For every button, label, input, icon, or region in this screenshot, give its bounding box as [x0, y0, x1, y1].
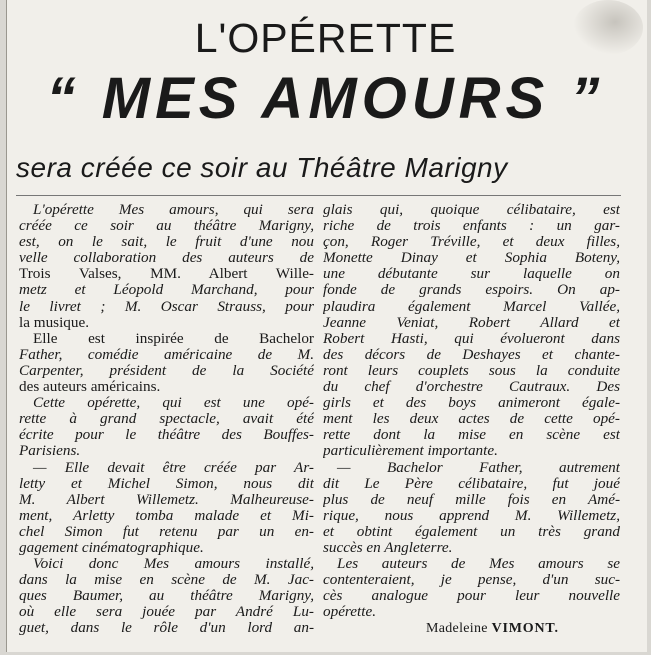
- text-line: est, on le sait, le fruit d'une nou: [19, 234, 314, 251]
- text-line: plus de neuf mille fois en Amé-: [323, 491, 620, 508]
- text-line: du chef d'orchestre Cautraux. Des: [323, 379, 620, 396]
- text-line: ques Baumer, au théâtre Marigny,: [19, 588, 314, 605]
- text-line: — Elle devait être créée par Ar-: [33, 459, 314, 476]
- text-line: la musique.: [19, 314, 90, 331]
- article-column-right: [323, 202, 620, 620]
- text-line: rette dont la mise en scène est: [323, 427, 620, 444]
- text-line: des décors de Deshayes et chante-: [323, 346, 620, 363]
- text-line: chel Simon fut retenu par un en-: [19, 523, 314, 540]
- text-line: plaudira également Marcel Vallée,: [323, 298, 620, 315]
- text-line: çon, Roger Tréville, et deux filles,: [323, 234, 620, 251]
- text-line: dans la mise en scène de M. Jac-: [19, 572, 314, 589]
- text-line: cès analogue pour leur nouvelle: [323, 588, 620, 605]
- text-line: succès en Angleterre.: [323, 539, 453, 556]
- text-line: guet, dans le rôle d'un lord an-: [19, 620, 314, 637]
- article-headline: “ MES AMOURS ”: [46, 66, 605, 131]
- text-line: Carpenter, président de la Société: [19, 362, 314, 379]
- text-line: Cette opérette, qui est une opé-: [33, 395, 314, 412]
- text-line: — Bachelor Father, autrement: [337, 459, 620, 476]
- text-line: M. Albert Willemetz. Malheureuse-: [19, 491, 314, 508]
- author-first-name: Madeleine: [426, 621, 488, 636]
- text-line: créée ce soir au théâtre Marigny,: [19, 218, 314, 235]
- article-deck: sera créée ce soir au Théâtre Marigny: [16, 152, 508, 183]
- text-line: rette à grand spectacle, avait été: [19, 411, 314, 428]
- headline-divider: [16, 195, 621, 196]
- text-line: glais qui, quoique célibataire, est: [323, 202, 620, 218]
- text-line: riche de trois enfants : un gar-: [323, 218, 620, 235]
- text-line: écrite pour le théâtre des Bouffes-: [19, 427, 314, 444]
- text-line: Robert Hasti, qui évolueront dans: [323, 330, 620, 347]
- article-signature: [426, 621, 559, 637]
- text-line: L'opérette Mes amours, qui sera: [33, 202, 314, 218]
- text-line: Jeanne Veniat, Robert Allard et: [323, 314, 620, 331]
- text-line: dit Le Père célibataire, fut joué: [323, 475, 620, 492]
- article-kicker: L'OPÉRETTE: [194, 15, 457, 61]
- text-line: Monette Dinay et Sophia Boteny,: [323, 250, 620, 267]
- text-line: rique, nous apprend M. Willemetz,: [323, 507, 620, 524]
- text-line: Parisiens.: [19, 443, 81, 460]
- text-line: le livret ; M. Oscar Strauss, pour: [19, 298, 314, 315]
- text-line: et obtint également un très grand: [323, 523, 620, 540]
- text-line: ront leurs couplets sous la conduite: [323, 362, 620, 379]
- author-surname: VIMONT.: [491, 621, 559, 636]
- text-line: fonde de grands espoirs. On ap-: [323, 282, 620, 299]
- text-line: où elle sera jouée par André Lu-: [19, 604, 314, 621]
- text-line: metz et Léopold Marchand, pour: [19, 282, 314, 299]
- text-line: Les auteurs de Mes amours se: [337, 556, 620, 573]
- text-line: ment les deux actes de cette opé-: [323, 411, 620, 428]
- text-line: Trois Valses, MM. Albert Wille-: [19, 266, 314, 283]
- text-line: contenteraient, je pense, d'un suc-: [323, 572, 620, 589]
- text-line: velle collaboration des auteurs de: [19, 250, 314, 267]
- text-line: Father, comédie américaine de M.: [19, 346, 314, 363]
- text-line: une débutante sur laquelle on: [323, 266, 620, 283]
- text-line: letty et Michel Simon, nous dit: [19, 475, 314, 492]
- text-line: des auteurs américains.: [19, 379, 161, 396]
- text-line: girls et des boys animeront égale-: [323, 395, 620, 412]
- text-line: particulièrement importante.: [323, 443, 498, 460]
- article-column-left: [19, 202, 314, 637]
- text-line: gagement cinématographique.: [19, 539, 204, 556]
- text-line: ment, Arletty tomba malade et Mi-: [19, 507, 314, 524]
- text-line: opérette.: [323, 604, 376, 621]
- text-line: Elle est inspirée de Bachelor: [33, 330, 314, 347]
- text-line: Voici donc Mes amours installé,: [33, 556, 314, 573]
